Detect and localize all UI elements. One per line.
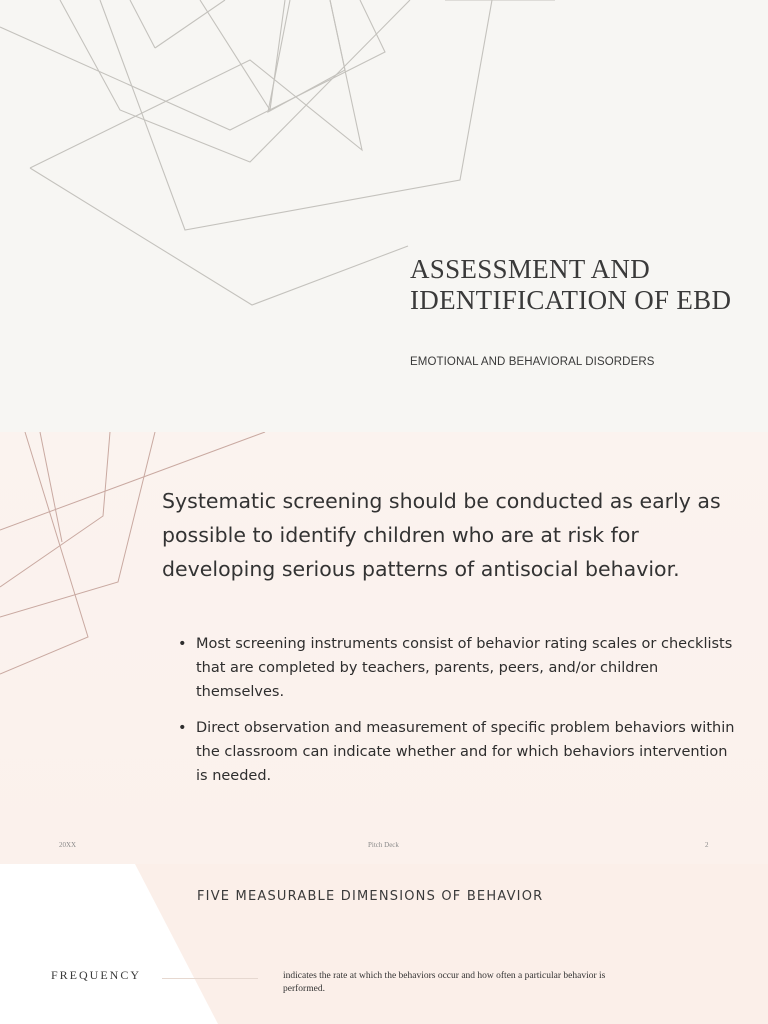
body-paragraph: Systematic screening should be conducted as early as possible to identify children who are at risk for developing serious patterns of antisocial behavior. [162,489,721,581]
content-slide [0,432,768,864]
white-panel-shape [0,864,250,1024]
section-heading: FIVE MEASURABLE DIMENSIONS OF BEHAVIOR [197,889,544,904]
title-slide [0,0,768,432]
bullet-text: Direct observation and measurement of specific problem behaviors within the classroom can indicate whether and for which behaviors intervention is needed. [196,720,735,784]
footer-date: 20XX [59,841,77,849]
bullet-icon: • [178,636,187,652]
slide-title: ASSESSMENT AND IDENTIFICATION OF EBD [410,254,732,315]
slide-subtitle: EMOTIONAL AND BEHAVIORAL DISORDERS [410,356,655,368]
bullet-item [178,632,738,704]
divider [162,978,258,979]
dimension-description: indicates the rate at which the behaviors occur and how often a particular behavior is performed. [283,971,606,994]
dimension-term: FREQUENCY [51,968,142,982]
dimensions-slide [0,864,768,1024]
footer-title: Pitch Deck [368,841,399,849]
bullet-icon: • [178,720,187,736]
footer-page-number: 2 [705,841,709,849]
bullet-item [178,716,738,788]
bullet-list [178,632,738,800]
bullet-text: Most screening instruments consist of behavior rating scales or checklists that are completed by teachers, parents, peers, and/or children themselves. [196,636,733,700]
